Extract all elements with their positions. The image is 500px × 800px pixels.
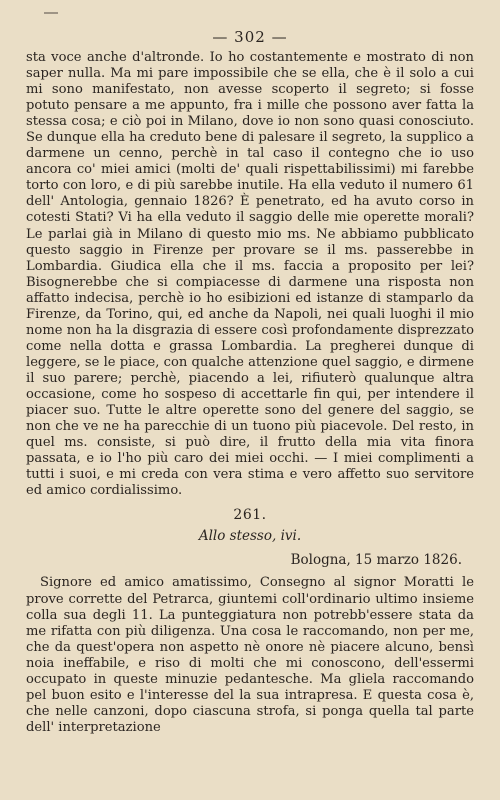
letter-number: 261. bbox=[233, 507, 267, 524]
page-number: — 302 — bbox=[212, 28, 288, 46]
letter-body-paragraph: Signore ed amico amatissimo, Consegno al signor Moratti le prove corrette del Petrarca, giuntemi coll'ordinario ultimo insieme colla sua degli 11. La punteggiatura non potrebb'essere stata da me rifatta con più diligenza. Una cosa le raccomando, non per me, che da quest'opera non aspetto nè onore nè piacere alcuno, bensì noia ineffabile, e riso di molti che mi conoscono, dell'essermi occupato in queste minuzie pedantesche. Ma gliela raccomando pel buon esito e l'interesse del la sua intrapresa. E questa cosa è, che nelle canzoni, dopo ciascuna strofa, si ponga quella tal parte dell' interpretazione bbox=[26, 575, 474, 735]
page-text bbox=[26, 50, 474, 736]
letter-dateline: Bologna, 15 marzo 1826. bbox=[290, 552, 462, 569]
ink-mark bbox=[44, 12, 58, 14]
letter-recipient-heading: Allo stesso, ivi. bbox=[198, 528, 302, 545]
letter-continuation-paragraph: sta voce anche d'altronde. Io ho costantemente e mostrato di non saper nulla. Ma mi pare impossibile che se ella, che è il solo a cui mi sono manifestato, non avesse scoperto il segreto; si fosse potuto pensare a me appunto, fra i mille che possono aver fatta la stessa cosa; e ciò poi in Milano, dove io non sono quasi conosciuto. Se dunque ella ha creduto bene di palesare il segreto, la supplico a darmene un cenno, perchè in tal caso il contegno che io uso ancora co' miei amici (molti de' quali rispettabilissimi) mi farebbe torto con loro, e di più sarebbe inutile. Ha ella veduto il numero 61 dell' Antologia, gennaio 1826? È penetrato, ed ha avuto corso in cotesti Stati? Vi ha ella veduto il saggio delle mie operette morali? Le parlai già in Milano di questo mio ms. Ne abbiamo pubblicato questo saggio in Firenze per provare se il ms. passerebbe in Lombardia. Giudica ella che il ms. faccia a proposito per lei? Bisognerebbe che si compiacesse di darmene una risposta non affatto indecisa, perchè io ho esibizioni ed istanze di stamparlo da Firenze, da Torino, qui, ed anche da Napoli, nei quali luoghi il mio nome non ha la disgrazia di essere così profondamente disprezzato come nella dotta e grassa Lombardia. La pregherei dunque di leggere, se le piace, con qualche attenzione quel saggio, e dirmene il suo parere; perchè, piacendo a lei, rifiuterò qualunque altra occasione, come ho sospeso di accettarle fin qui, per intendere il piacer suo. Tutte le altre operette sono del genere del saggio, se non che ve ne ha parecchie di un tuono più piacevole. Del resto, in quel ms. consiste, si può dire, il frutto della mia vita finora passata, e io l'ho più caro dei miei occhi. — I miei complimenti a tutti i suoi, e mi creda con vera stima e vero affetto suo servitore ed amico cordialissimo. bbox=[26, 50, 474, 499]
